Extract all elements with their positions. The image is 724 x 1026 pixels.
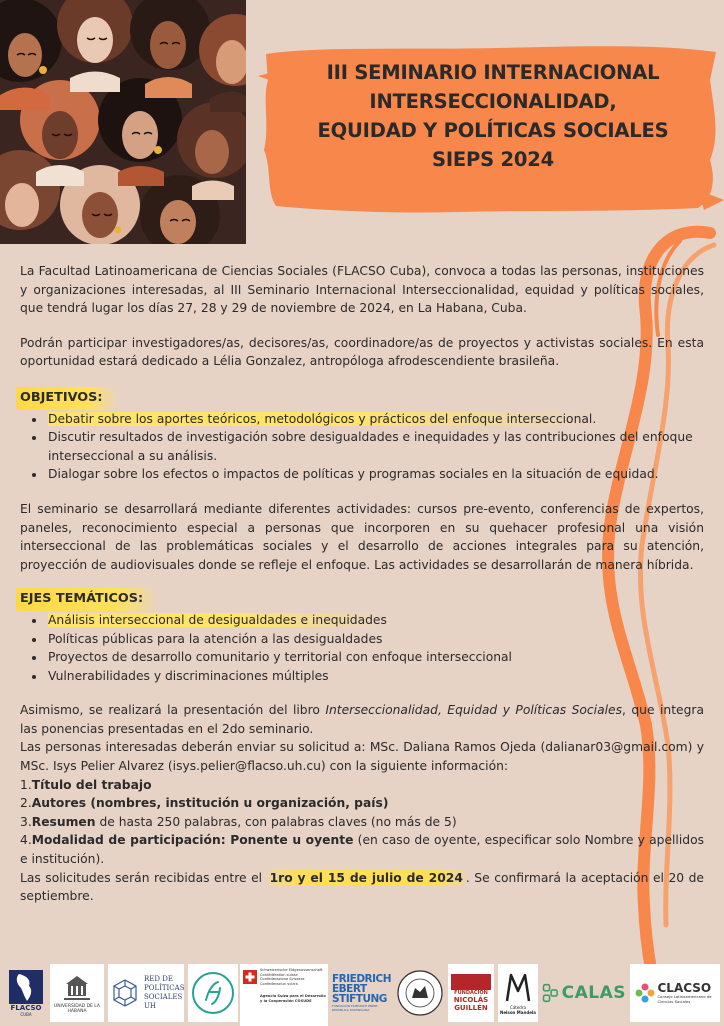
participants-paragraph: Podrán participar investigadores/as, decisores/as, coordinadore/as de proyectos y activistas sociales. En esta oportunidad estará dedicado a Lélia Gonzalez, antropóloga afrodescendiente brasileña. [20, 335, 704, 369]
title-line: SIEPS 2024 [431, 148, 555, 171]
red-politicas-logo [108, 964, 184, 1022]
objetivos-list [20, 410, 704, 484]
mandela-line: Cátedra [510, 1005, 526, 1010]
clacso-text [658, 982, 716, 1004]
requisito-num: 1. [20, 777, 32, 792]
requisito-item [20, 831, 704, 868]
fes-line: STIFTUNG [332, 993, 387, 1005]
list-item-text: Análisis interseccional de desigualdades e inequidades [48, 612, 387, 627]
requisito-item [20, 794, 704, 813]
requisito-num: 3. [20, 814, 32, 829]
sponsor-logos [0, 964, 724, 1024]
main-content [20, 262, 704, 906]
list-item: • Vulnerabilidades y discriminaciones múltiples [46, 667, 704, 686]
cierre-pre: Las solicitudes serán recibidas entre el [20, 870, 267, 885]
flacso-logo [6, 964, 46, 1022]
cosude-line: Schweizerische Eidgenossenschaft [260, 968, 323, 972]
guillen-line: FUNDACIÓN [454, 990, 488, 996]
historiador-logo [396, 964, 444, 1022]
calas-logo [542, 964, 626, 1022]
calas-icon [542, 980, 559, 1006]
list-item: • Proyectos de desarrollo comunitario y territorial con enfoque interseccional [46, 648, 704, 667]
page-title [270, 58, 716, 174]
guillen-line: NICOLÁS [453, 996, 489, 1004]
fj-circle-icon [190, 970, 236, 1016]
requisito-num: 4. [20, 833, 32, 848]
cosude-agency: Agencia Suiza para el Desarrollo y la Cooperación COSUDE [260, 994, 326, 1003]
guillen-line: GUILLÉN [454, 1004, 488, 1012]
swiss-flag-icon [243, 970, 257, 984]
fes-line: FRIEDRICH [332, 973, 392, 985]
cosude-line: Confederaziun svizra [260, 981, 298, 986]
fes-sub: FUNDACIÓN FRIEDRICH EBERT REPÚBLICA DOMINICANA [332, 1004, 378, 1012]
list-item [46, 410, 704, 429]
uh-logo [50, 964, 104, 1022]
network-icon [110, 978, 140, 1008]
requisito-rest: de hasta 250 palabras, con palabras claves (no más de 5) [95, 814, 457, 829]
requisito-bold: Autores (nombres, institución u organización, país) [31, 796, 389, 811]
uh-label: UNIVERSIDAD DE LA HABANA [53, 1004, 100, 1014]
deadline-dates: 1ro y el 15 de julio de 2024 [267, 870, 466, 886]
fes-logo [332, 964, 392, 1022]
ejes-heading: EJES TEMÁTICOS: [16, 588, 159, 611]
flacso-label: FLACSO [10, 1003, 42, 1012]
libro-pre: Asimismo, se realizará la presentación del libro [20, 703, 326, 718]
libro-title: Interseccionalidad, Equidad y Políticas Sociales [325, 703, 623, 718]
fj-logo [188, 964, 238, 1022]
requisito-item [20, 776, 704, 795]
ejes-list [20, 611, 704, 685]
solicitud-paragraph: Las personas interesadas deberán enviar su solicitud a: MSc. Daliana Ramos Ojeda (dalianar03@gmail.com) y MSc. Isys Pelier Alvarez (isys.pelier@flacso.uh.cu) con la siguiente información: [20, 740, 704, 774]
clacso-label: CLACSO [657, 981, 712, 995]
list-item: • Dialogar sobre los efectos o impactos de políticas y programas sociales en la situación de equidad. [46, 465, 704, 484]
cosude-line: Confederazione Svizzera [260, 977, 305, 982]
historiador-seal-icon [397, 970, 443, 1016]
list-item-text: Debatir sobre los aportes teóricos, metodológicos y prácticos del enfoque interseccional. [48, 411, 597, 426]
clacso-sub: Consejo Latinoamericano de Ciencias Sociales [657, 994, 712, 1004]
cosude-logo [240, 964, 328, 1026]
requisito-bold: Resumen [31, 814, 96, 829]
women-crowd-illustration [0, 0, 246, 244]
objetivos-heading: OBJETIVOS: [16, 387, 119, 410]
requisito-num: 2. [20, 796, 32, 811]
list-item: • Discutir resultados de investigación sobre desigualdades e inequidades y las contribuciones del enfoque interseccional a su análisis. [46, 428, 704, 465]
guillen-logo [448, 964, 494, 1022]
flacso-sub: CUBA [20, 1011, 32, 1017]
requisito-bold: Modalidad de participación: Ponente u oyente [31, 833, 354, 848]
mandela-m-icon [503, 971, 533, 1005]
guillen-signature [451, 974, 491, 990]
list-item [46, 611, 704, 630]
clacso-flower-icon [635, 983, 655, 1003]
intro-paragraph: La Facultad Latinoamericana de Ciencias Sociales (FLACSO Cuba), convoca a todas las personas, instituciones y organizaciones interesadas, al III Seminario Internacional Interseccionalidad, equidad y políticas sociales, que tendrá lugar los días 27, 28 y 29 de noviembre de 2024, en La Habana, Cuba. [20, 264, 704, 316]
mandela-line: Nelson Mandela [500, 1010, 536, 1015]
uh-building-icon [60, 972, 94, 1004]
requisito-bold: Título del trabajo [31, 777, 152, 792]
actividades-paragraph: El seminario se desarrollará mediante diferentes actividades: cursos pre-evento, conferencias de expertos, paneles, reconocimiento especial a personas que incorporen en su quehacer profesional una visión interseccional de las problemáticas sociales y el desarrollo de acciones integrales para su atención, proyección de audiovisuales donde se refleje el enfoque. Las actividades se desarrollarán de manera híbrida. [20, 501, 704, 572]
cosude-text [260, 968, 326, 1004]
requisito-rest: (en caso de oyente, especificar solo Nombre y apellidos e institución). [20, 833, 705, 867]
cosude-line: Confédération suisse [260, 972, 298, 977]
list-item: • Políticas públicas para la atención a las desigualdades [46, 630, 704, 649]
cierre-paragraph [20, 869, 704, 906]
libro-paragraph [20, 701, 704, 738]
cierre-post: . Se confirmará la aceptación el 20 de septiembre. [20, 870, 704, 904]
flacso-map-icon [9, 970, 43, 1004]
requisito-item [20, 813, 704, 832]
calas-label: CALAS [561, 983, 626, 1003]
mandela-logo [498, 964, 538, 1022]
red-label: RED DE POLÍTICAS SOCIALES UH [144, 975, 185, 1010]
title-line: III SEMINARIO INTERNACIONAL [326, 61, 660, 84]
fes-line: EBERT [332, 983, 367, 995]
title-line: INTERSECCIONALIDAD, [369, 90, 617, 113]
libro-post: , que integra las ponencias presentadas en el 2do seminario. [20, 703, 704, 736]
clacso-logo [630, 964, 720, 1022]
title-line: EQUIDAD Y POLÍTICAS SOCIALES [317, 119, 669, 142]
